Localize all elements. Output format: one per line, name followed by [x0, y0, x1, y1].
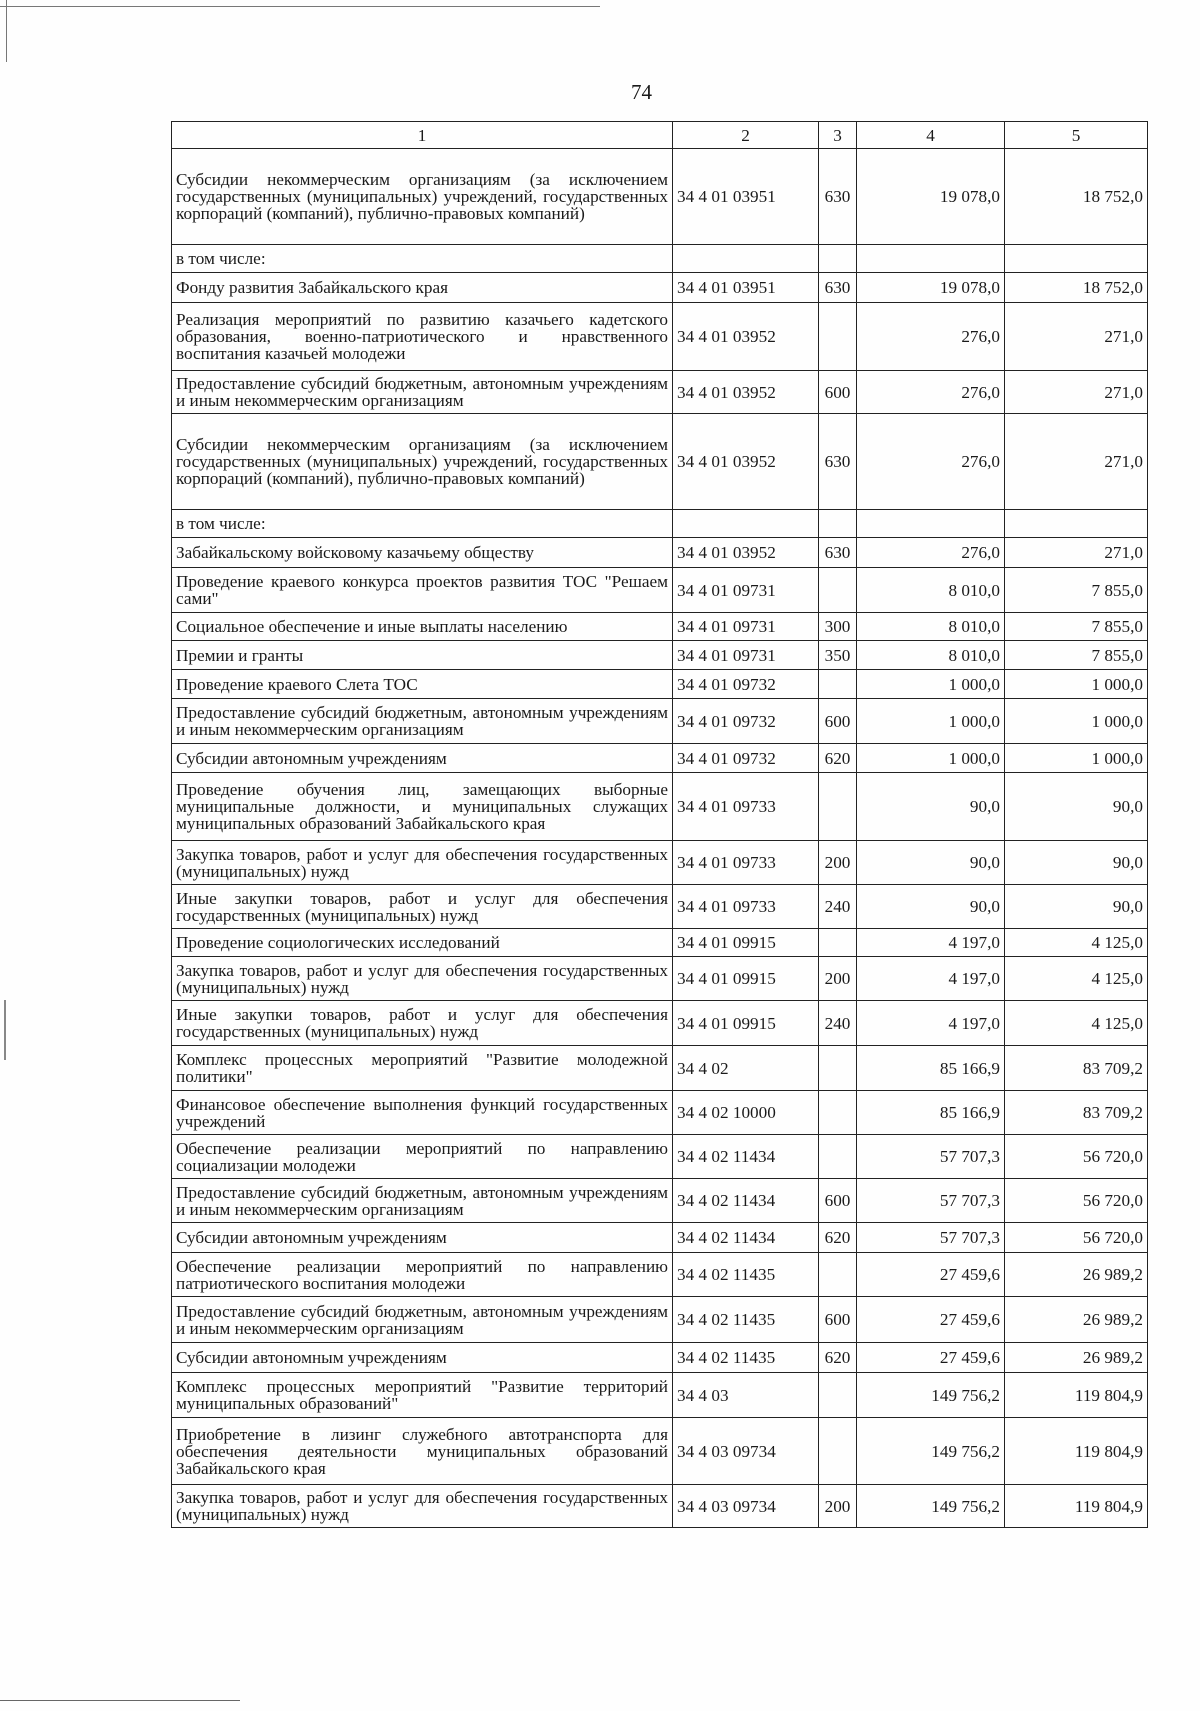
row-code: 34 4 02 11434	[673, 1135, 819, 1179]
row-name: Предоставление субсидий бюджетным, автономным учреждениям и иным некоммерческим организациям	[172, 699, 673, 744]
row-value-col5: 18 752,0	[1005, 149, 1148, 245]
row-value-col4: 276,0	[857, 303, 1005, 371]
row-expense-type: 240	[819, 1001, 857, 1046]
row-expense-type: 600	[819, 1179, 857, 1223]
row-value-col4: 276,0	[857, 371, 1005, 414]
table-row	[172, 568, 1148, 613]
row-code: 34 4 03	[673, 1373, 819, 1418]
table-row	[172, 929, 1148, 957]
table-row	[172, 841, 1148, 885]
row-name: Предоставление субсидий бюджетным, автономным учреждениям и иным некоммерческим организациям	[172, 1179, 673, 1223]
row-value-col4	[857, 510, 1005, 538]
row-expense-type: 630	[819, 538, 857, 568]
table-row	[172, 641, 1148, 670]
row-expense-type	[819, 1046, 857, 1091]
row-name: Комплекс процессных мероприятий "Развитие молодежной политики"	[172, 1046, 673, 1091]
table-row	[172, 613, 1148, 641]
table-row	[172, 510, 1148, 538]
row-code: 34 4 02 11435	[673, 1253, 819, 1297]
row-value-col5: 4 125,0	[1005, 1001, 1148, 1046]
row-expense-type	[819, 1418, 857, 1485]
row-value-col5: 1 000,0	[1005, 699, 1148, 744]
row-expense-type: 200	[819, 1485, 857, 1528]
table-row	[172, 1485, 1148, 1528]
row-code: 34 4 01 09733	[673, 885, 819, 929]
row-value-col5: 26 989,2	[1005, 1253, 1148, 1297]
row-code: 34 4 01 03952	[673, 371, 819, 414]
row-value-col4: 276,0	[857, 538, 1005, 568]
row-code	[673, 510, 819, 538]
table-row	[172, 1179, 1148, 1223]
row-code: 34 4 01 09731	[673, 641, 819, 670]
row-value-col4: 90,0	[857, 773, 1005, 841]
row-value-col4: 8 010,0	[857, 641, 1005, 670]
budget-table	[171, 121, 1148, 1528]
row-value-col4: 57 707,3	[857, 1135, 1005, 1179]
row-name: Субсидии автономным учреждениям	[172, 1223, 673, 1253]
row-name: Проведение краевого конкурса проектов развития ТОС "Решаем сами"	[172, 568, 673, 613]
row-value-col5: 90,0	[1005, 773, 1148, 841]
table-header-row	[172, 122, 1148, 149]
row-code	[673, 245, 819, 273]
row-value-col5: 7 855,0	[1005, 641, 1148, 670]
row-value-col4: 1 000,0	[857, 699, 1005, 744]
row-expense-type: 620	[819, 1223, 857, 1253]
row-name: Проведение краевого Слета ТОС	[172, 670, 673, 699]
row-value-col4: 149 756,2	[857, 1418, 1005, 1485]
row-code: 34 4 01 03952	[673, 303, 819, 371]
row-expense-type	[819, 773, 857, 841]
row-code: 34 4 01 09733	[673, 773, 819, 841]
row-expense-type: 620	[819, 744, 857, 773]
row-name: Фонду развития Забайкальского края	[172, 273, 673, 303]
row-value-col4: 19 078,0	[857, 149, 1005, 245]
column-header: 3	[819, 122, 857, 149]
row-value-col4: 90,0	[857, 841, 1005, 885]
row-code: 34 4 01 09915	[673, 957, 819, 1001]
table-row	[172, 1343, 1148, 1373]
row-code: 34 4 02 10000	[673, 1091, 819, 1135]
row-code: 34 4 02	[673, 1046, 819, 1091]
row-name: Проведение социологических исследований	[172, 929, 673, 957]
table-row	[172, 957, 1148, 1001]
scan-edge-left	[6, 0, 7, 62]
row-value-col4: 90,0	[857, 885, 1005, 929]
row-name: Закупка товаров, работ и услуг для обеспечения государственных (муниципальных) нужд	[172, 841, 673, 885]
row-value-col4: 149 756,2	[857, 1485, 1005, 1528]
row-name: Реализация мероприятий по развитию казачьего кадетского образования, военно-патриотического и нравственного воспитания казачьей молодежи	[172, 303, 673, 371]
row-value-col4: 27 459,6	[857, 1297, 1005, 1343]
row-value-col4: 19 078,0	[857, 273, 1005, 303]
row-value-col5: 271,0	[1005, 303, 1148, 371]
row-name: Иные закупки товаров, работ и услуг для обеспечения государственных (муниципальных) нужд	[172, 885, 673, 929]
row-value-col4: 4 197,0	[857, 957, 1005, 1001]
row-code: 34 4 01 09732	[673, 699, 819, 744]
row-code: 34 4 01 09733	[673, 841, 819, 885]
table-row	[172, 245, 1148, 273]
row-code: 34 4 03 09734	[673, 1418, 819, 1485]
row-name: Проведение обучения лиц, замещающих выборные муниципальные должности, и муниципальных служащих муниципальных образований Забайкальского края	[172, 773, 673, 841]
scan-mark	[4, 1000, 6, 1060]
row-value-col4: 27 459,6	[857, 1253, 1005, 1297]
row-code: 34 4 01 09915	[673, 1001, 819, 1046]
row-value-col4: 4 197,0	[857, 929, 1005, 957]
row-expense-type	[819, 1135, 857, 1179]
row-code: 34 4 01 09731	[673, 613, 819, 641]
row-value-col4: 8 010,0	[857, 613, 1005, 641]
row-name: Иные закупки товаров, работ и услуг для обеспечения государственных (муниципальных) нужд	[172, 1001, 673, 1046]
row-code: 34 4 01 03951	[673, 273, 819, 303]
row-expense-type	[819, 670, 857, 699]
row-value-col5: 271,0	[1005, 538, 1148, 568]
row-expense-type	[819, 1091, 857, 1135]
table-row	[172, 1135, 1148, 1179]
row-value-col5: 119 804,9	[1005, 1418, 1148, 1485]
row-expense-type: 200	[819, 957, 857, 1001]
row-expense-type	[819, 568, 857, 613]
row-expense-type	[819, 303, 857, 371]
row-expense-type: 600	[819, 1297, 857, 1343]
row-value-col4: 1 000,0	[857, 670, 1005, 699]
row-name: Закупка товаров, работ и услуг для обеспечения государственных (муниципальных) нужд	[172, 957, 673, 1001]
row-name: Субсидии некоммерческим организациям (за исключением государственных (муниципальных) учреждений, государственных корпораций (компаний), публично-правовых компаний)	[172, 149, 673, 245]
row-expense-type: 630	[819, 149, 857, 245]
row-code: 34 4 01 03951	[673, 149, 819, 245]
table-row	[172, 699, 1148, 744]
column-header: 2	[673, 122, 819, 149]
table-row	[172, 1253, 1148, 1297]
row-value-col5: 90,0	[1005, 885, 1148, 929]
table-row	[172, 1046, 1148, 1091]
row-name: Комплекс процессных мероприятий "Развитие территорий муниципальных образований"	[172, 1373, 673, 1418]
row-value-col5: 4 125,0	[1005, 957, 1148, 1001]
column-header: 4	[857, 122, 1005, 149]
table-row	[172, 303, 1148, 371]
row-value-col5: 7 855,0	[1005, 613, 1148, 641]
row-value-col5: 1 000,0	[1005, 670, 1148, 699]
row-name: Забайкальскому войсковому казачьему обществу	[172, 538, 673, 568]
table-row	[172, 1001, 1148, 1046]
table-row	[172, 670, 1148, 699]
table-row	[172, 273, 1148, 303]
row-value-col4: 8 010,0	[857, 568, 1005, 613]
row-value-col4: 57 707,3	[857, 1223, 1005, 1253]
row-value-col5: 56 720,0	[1005, 1223, 1148, 1253]
row-value-col4: 276,0	[857, 414, 1005, 510]
table-row	[172, 1373, 1148, 1418]
table-row	[172, 1418, 1148, 1485]
row-value-col4: 149 756,2	[857, 1373, 1005, 1418]
row-value-col5: 26 989,2	[1005, 1343, 1148, 1373]
row-value-col4: 4 197,0	[857, 1001, 1005, 1046]
row-code: 34 4 02 11435	[673, 1343, 819, 1373]
table-row	[172, 744, 1148, 773]
row-name: Обеспечение реализации мероприятий по направлению патриотического воспитания молодежи	[172, 1253, 673, 1297]
row-value-col5	[1005, 245, 1148, 273]
row-name: Социальное обеспечение и иные выплаты населению	[172, 613, 673, 641]
row-expense-type: 600	[819, 699, 857, 744]
row-code: 34 4 01 03952	[673, 538, 819, 568]
row-value-col4	[857, 245, 1005, 273]
row-code: 34 4 02 11434	[673, 1223, 819, 1253]
row-expense-type: 300	[819, 613, 857, 641]
row-value-col5: 271,0	[1005, 414, 1148, 510]
row-name: Предоставление субсидий бюджетным, автономным учреждениям и иным некоммерческим организациям	[172, 371, 673, 414]
row-code: 34 4 03 09734	[673, 1485, 819, 1528]
row-expense-type	[819, 1253, 857, 1297]
row-name: Премии и гранты	[172, 641, 673, 670]
row-name: Субсидии автономным учреждениям	[172, 744, 673, 773]
row-name: Закупка товаров, работ и услуг для обеспечения государственных (муниципальных) нужд	[172, 1485, 673, 1528]
row-expense-type: 600	[819, 371, 857, 414]
table-row	[172, 1091, 1148, 1135]
row-code: 34 4 02 11435	[673, 1297, 819, 1343]
row-expense-type: 630	[819, 414, 857, 510]
table-row	[172, 371, 1148, 414]
row-code: 34 4 01 09731	[673, 568, 819, 613]
row-name: в том числе:	[172, 510, 673, 538]
column-header: 1	[172, 122, 673, 149]
row-value-col5	[1005, 510, 1148, 538]
row-expense-type	[819, 1373, 857, 1418]
row-expense-type	[819, 510, 857, 538]
row-code: 34 4 02 11434	[673, 1179, 819, 1223]
row-value-col5: 56 720,0	[1005, 1179, 1148, 1223]
footnote-rule	[0, 1700, 240, 1701]
row-name: Обеспечение реализации мероприятий по направлению социализации молодежи	[172, 1135, 673, 1179]
row-value-col5: 18 752,0	[1005, 273, 1148, 303]
table-row	[172, 538, 1148, 568]
row-name: Субсидии автономным учреждениям	[172, 1343, 673, 1373]
column-header: 5	[1005, 122, 1148, 149]
row-value-col4: 85 166,9	[857, 1091, 1005, 1135]
row-value-col5: 26 989,2	[1005, 1297, 1148, 1343]
scan-edge-top	[0, 6, 600, 7]
row-expense-type: 630	[819, 273, 857, 303]
row-expense-type: 200	[819, 841, 857, 885]
row-code: 34 4 01 09732	[673, 744, 819, 773]
row-name: Предоставление субсидий бюджетным, автономным учреждениям и иным некоммерческим организациям	[172, 1297, 673, 1343]
row-value-col4: 1 000,0	[857, 744, 1005, 773]
row-expense-type: 240	[819, 885, 857, 929]
table-row	[172, 1223, 1148, 1253]
row-value-col5: 83 709,2	[1005, 1091, 1148, 1135]
row-value-col5: 90,0	[1005, 841, 1148, 885]
row-value-col5: 56 720,0	[1005, 1135, 1148, 1179]
row-name: Субсидии некоммерческим организациям (за исключением государственных (муниципальных) учреждений, государственных корпораций (компаний), публично-правовых компаний)	[172, 414, 673, 510]
page-number: 74	[631, 80, 652, 104]
table-row	[172, 885, 1148, 929]
row-name: Приобретение в лизинг служебного автотранспорта для обеспечения деятельности муниципальных образований Забайкальского края	[172, 1418, 673, 1485]
table-row	[172, 414, 1148, 510]
table-row	[172, 773, 1148, 841]
row-value-col5: 4 125,0	[1005, 929, 1148, 957]
table-row	[172, 149, 1148, 245]
row-value-col4: 85 166,9	[857, 1046, 1005, 1091]
row-value-col5: 83 709,2	[1005, 1046, 1148, 1091]
row-expense-type	[819, 245, 857, 273]
row-name: в том числе:	[172, 245, 673, 273]
row-name: Финансовое обеспечение выполнения функций государственных учреждений	[172, 1091, 673, 1135]
row-expense-type: 620	[819, 1343, 857, 1373]
row-code: 34 4 01 09732	[673, 670, 819, 699]
row-code: 34 4 01 09915	[673, 929, 819, 957]
table-row	[172, 1297, 1148, 1343]
row-expense-type	[819, 929, 857, 957]
row-value-col5: 271,0	[1005, 371, 1148, 414]
row-expense-type: 350	[819, 641, 857, 670]
row-value-col5: 119 804,9	[1005, 1485, 1148, 1528]
row-value-col5: 119 804,9	[1005, 1373, 1148, 1418]
row-code: 34 4 01 03952	[673, 414, 819, 510]
row-value-col5: 7 855,0	[1005, 568, 1148, 613]
row-value-col5: 1 000,0	[1005, 744, 1148, 773]
row-value-col4: 57 707,3	[857, 1179, 1005, 1223]
row-value-col4: 27 459,6	[857, 1343, 1005, 1373]
